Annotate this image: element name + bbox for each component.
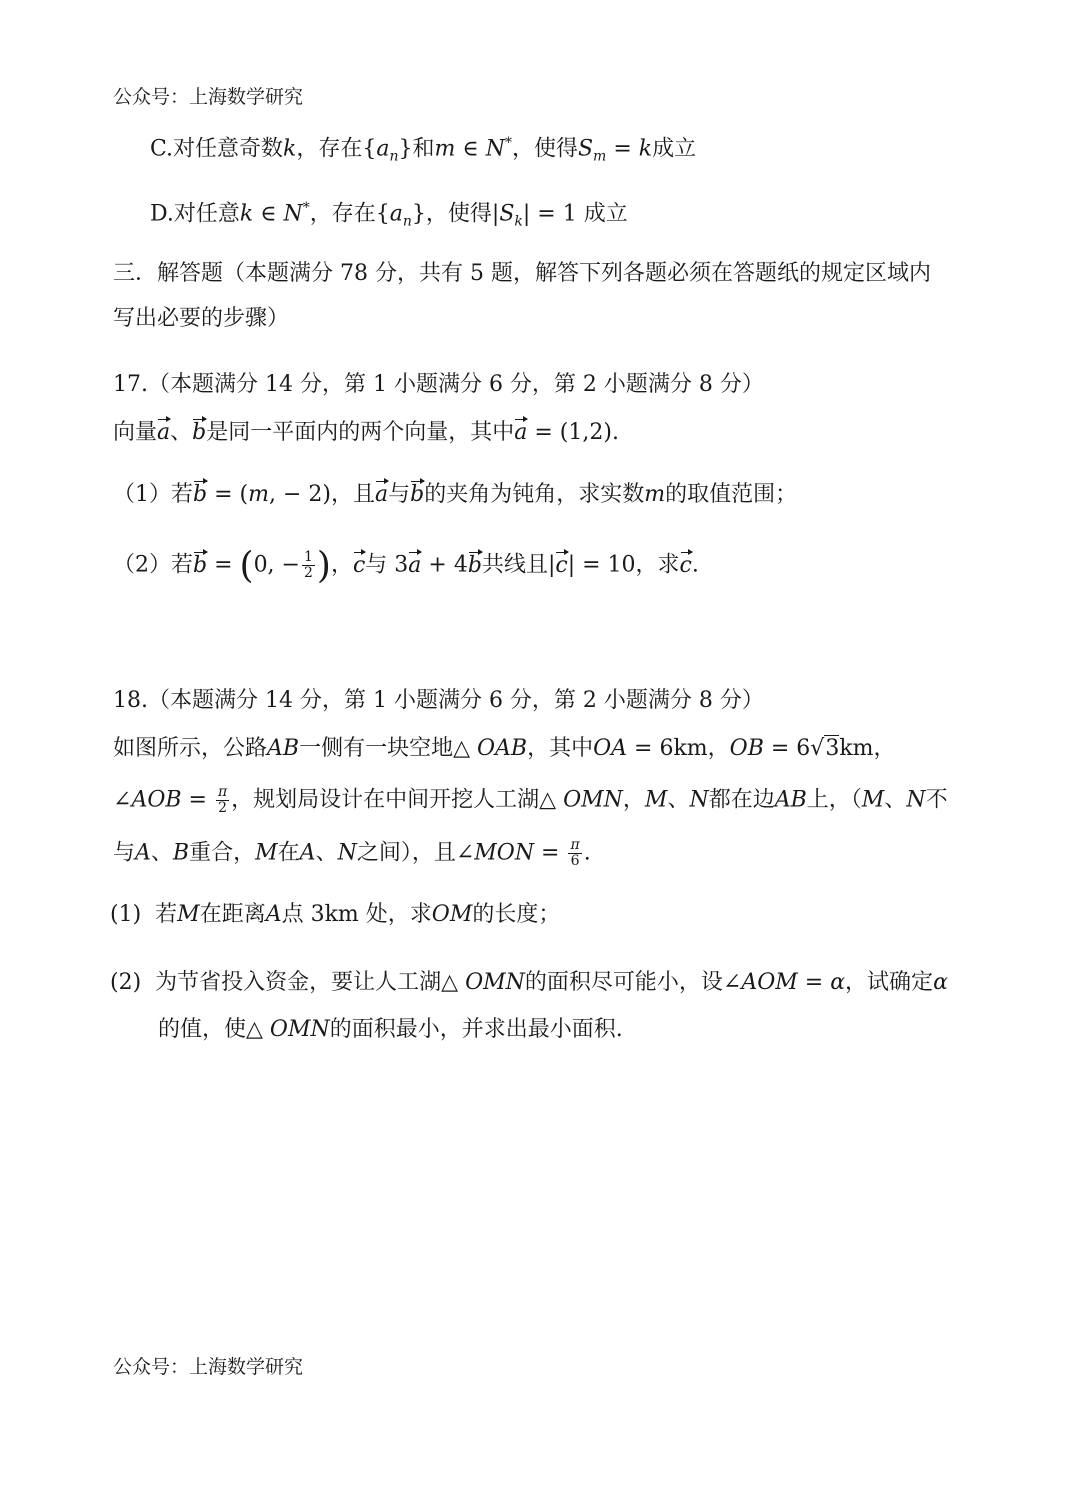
q18-stem-line2: ∠AOB = $\frac{\pi}{2}$ ，规划局设计在中间开挖人工湖△ OMN，M、N都在边AB上，（M、N不 (113, 784, 948, 816)
section-3-title-line2: 写出必要的步骤） (113, 306, 290, 331)
q18-header: 18.（本题满分 14 分，第 1 小题满分 6 分，第 2 小题满分 8 分） (113, 688, 764, 713)
q18-part2-line1: (2) 为节省投入资金，要让人工湖△ OMN的面积尽可能小，设∠AOM = α，试确定α (110, 970, 948, 995)
footer-watermark: 公众号：上海数学研究 (113, 1356, 304, 1378)
q17-part1: （1）若b = (m, − 2)，且a与b的夹角为钝角，求实数m的取值范围； (113, 480, 797, 510)
q18-stem-line1: 如图所示，公路AB一侧有一块空地△ OAB，其中OA = 6km，OB = 6√3km， (113, 736, 896, 761)
option-d: D.对任意k ∈ N*，存在$\{a_n\}$，使得$|S_k| = 1$ 成立 (150, 200, 628, 230)
header-watermark: 公众号：上海数学研究 (113, 86, 304, 108)
option-c: C.对任意奇数k，存在$\{a_n\}$和m ∈ N*，使得$S_m = k$成立 (150, 135, 697, 165)
q17-header: 17.（本题满分 14 分，第 1 小题满分 6 分，第 2 小题满分 8 分） (113, 372, 764, 397)
q18-part1: (1) 若M在距离A点 3km 处，求OM的长度； (110, 902, 561, 927)
q18-part2-line2: 的值，使△ OMN的面积最小，并求出最小面积. (158, 1017, 623, 1042)
q17-stem: 向量a、b是同一平面内的两个向量，其中a = (1,2). (113, 418, 619, 448)
q17-part2: （2）若b = (0, − $\frac{1}{2}$ )，c与 3a + 4b共线且|c| = 10，求c. (113, 545, 699, 587)
q18-stem-line3: 与A、B重合，M在A、N之间），且∠MON = $\frac{\pi}{6}$ . (113, 837, 591, 869)
section-3-title-line1: 三．解答题（本题满分 78 分，共有 5 题，解答下列各题必须在答题纸的规定区域内 (113, 261, 931, 286)
